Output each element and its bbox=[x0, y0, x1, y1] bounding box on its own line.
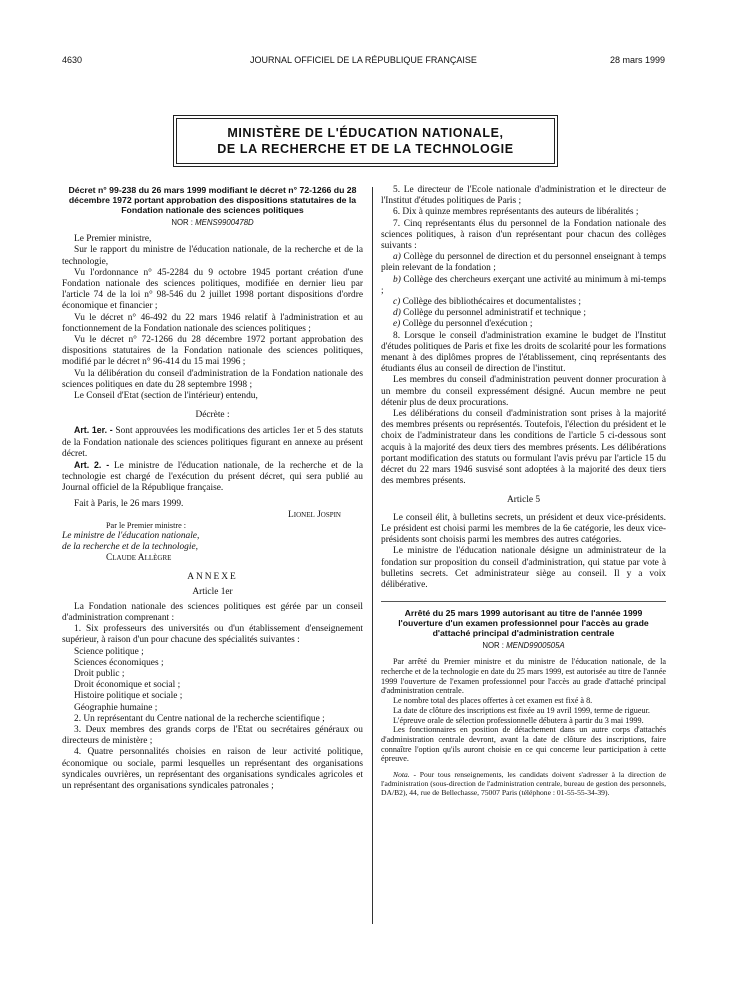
decret-nor-label: NOR : bbox=[171, 218, 193, 227]
specialite: Droit public ; bbox=[74, 669, 125, 680]
arrete-paragraph: La date de clôture des inscriptions est fixée au 19 avril 1999, terme de rigueur. bbox=[393, 705, 650, 715]
specialite: Science politique ; bbox=[74, 646, 144, 657]
annexe-item-1: 1. Six professeurs des universités ou d'un établissement d'enseignement supérieur, à raison d'un pour chacune des spécialités suivantes : bbox=[62, 624, 363, 646]
visa: Sur le rapport du ministre de l'éducation nationale, de la recherche et de la technologie, bbox=[62, 245, 363, 267]
annexe-heading: ANNEXE bbox=[187, 572, 238, 583]
journal-title: JOURNAL OFFICIEL DE LA RÉPUBLIQUE FRANÇAISE bbox=[250, 55, 477, 65]
college-text: Collège des bibliothécaires et documentalistes ; bbox=[402, 297, 581, 308]
specialite: Sciences économiques ; bbox=[74, 657, 164, 668]
article-1 bbox=[62, 425, 363, 460]
ministry-line-2: DE LA RECHERCHE ET DE LA TECHNOLOGIE bbox=[217, 142, 514, 156]
annexe-item-2: 2. Un représentant du Centre national de la recherche scientifique ; bbox=[74, 713, 325, 724]
arrete-paragraph: Les fonctionnaires en position de détachement dans un autre corps d'attachés d'administration centrale devront, avant la date de clôture des inscriptions, faire connaître l'option qu'ils auront choisie en ce qui concerne leur participation à cette épreuve. bbox=[381, 725, 666, 764]
page-header bbox=[62, 55, 665, 69]
arrete-paragraph: Par arrêté du Premier ministre et du ministre de l'éducation nationale, de la recherche et de la technologie en date du 25 mars 1999, est autorisée au titre de l'année 1999 l'ouverture de l'examen professionnel pour l'accès au grade d'attaché principal d'administration centrale. bbox=[381, 657, 666, 696]
signatory: Lionel Jospin bbox=[288, 509, 341, 520]
minister-name: Claude Allègre bbox=[106, 553, 172, 564]
par-premier-ministre: Par le Premier ministre : bbox=[106, 521, 187, 531]
specialite: Droit économique et social ; bbox=[74, 680, 181, 691]
visa: Vu le décret n° 46-492 du 22 mars 1946 relatif à l'administration et au fonctionnement de la Fondation nationale des sciences politiques ; bbox=[62, 312, 363, 334]
college-text: Collège du personnel administratif et technique ; bbox=[403, 308, 586, 319]
arrete-title: Arrêté du 25 mars 1999 autorisant au titre de l'année 1999 l'ouverture d'un examen professionnel pour l'accès au grade d'attaché principal d'administration centrale bbox=[398, 608, 649, 639]
section-separator bbox=[381, 601, 666, 602]
visa: Le Conseil d'Etat (section de l'intérieur) entendu, bbox=[74, 391, 258, 402]
article-2-label: Art. 2. - bbox=[74, 460, 110, 471]
college-letter: d) bbox=[393, 308, 401, 319]
college-item bbox=[381, 275, 666, 297]
visa: Vu le décret n° 72-1266 du 28 décembre 1972 portant approbation des dispositions statutaires de la Fondation nationale des sciences politiques, modifié par le décret n° 96-414 du 15 mai 1996 ; bbox=[62, 335, 363, 368]
nota-label: Nota. - bbox=[393, 770, 416, 780]
college-letter: a) bbox=[393, 252, 401, 263]
college-item bbox=[381, 252, 666, 274]
college-item bbox=[381, 319, 666, 330]
annexe-item-3: 3. Deux membres des grands corps de l'Etat ou secrétaires généraux ou directeurs de ministère ; bbox=[62, 725, 363, 747]
article-1-label: Art. 1er. - bbox=[74, 425, 113, 436]
annexe-item-6: 6. Dix à quinze membres représentants des auteurs de libéralités ; bbox=[393, 207, 639, 218]
nota bbox=[381, 770, 666, 797]
decret-nor-code: MENS9900478D bbox=[195, 218, 254, 227]
article-1-heading: Article 1er bbox=[192, 586, 233, 597]
article-5-paragraph-2: Le ministre de l'éducation nationale désigne un administrateur de la fondation sur proposition du conseil d'administration, qui statue par vote à bulletins secrets. Cet administrateur siège au conseil. Il y a voix délibérative. bbox=[381, 546, 666, 590]
procuration-paragraph: Les membres du conseil d'administration peuvent donner procuration à un membre du conseil expressément désigné. Aucun membre ne peut détenir plus de deux procurations. bbox=[381, 375, 666, 408]
decrete: Décrète : bbox=[195, 410, 230, 421]
decret-intro: Le Premier ministre, bbox=[74, 234, 152, 245]
college-item bbox=[381, 308, 666, 319]
column-divider bbox=[372, 187, 373, 924]
decret-nor bbox=[62, 217, 363, 228]
arrete-paragraph: L'épreuve orale de sélection professionnelle débutera à partir du 3 mai 1999. bbox=[393, 715, 644, 725]
publication-date: 28 mars 1999 bbox=[609, 55, 665, 65]
article-5-heading: Article 5 bbox=[506, 495, 541, 506]
decret-title: Décret n° 99-238 du 26 mars 1999 modifiant le décret n° 72-1266 du 28 décembre 1972 portant approbation des dispositions statutaires de la Fondation nationale des sciences politiques bbox=[68, 185, 357, 215]
college-letter: b) bbox=[393, 274, 401, 285]
minister-line-1: Le ministre de l'éducation nationale, bbox=[62, 530, 200, 541]
fait-a-paris: Fait à Paris, le 26 mars 1999. bbox=[74, 498, 184, 509]
arrete-paragraph: Le nombre total des places offertes à cet examen est fixé à 8. bbox=[393, 696, 593, 706]
article-2-text: Le ministre de l'éducation nationale, de la recherche et de la technologie est chargé de l'exécution du présent décret, qui sera publié au Journal officiel de la République française. bbox=[62, 461, 364, 494]
annexe-intro: La Fondation nationale des sciences politiques est gérée par un conseil d'administration comprenant : bbox=[62, 601, 363, 623]
annexe-item-7: 7. Cinq représentants élus du personnel de la Fondation nationale des sciences politiques, à raison d'un représentant pour chacun des collèges suivants : bbox=[381, 218, 666, 252]
visa: Vu la délibération du conseil d'administration de la Fondation nationale des sciences politiques en date du 28 septembre 1998 ; bbox=[62, 368, 363, 390]
visa: Vu l'ordonnance n° 45-2284 du 9 octobre 1945 portant création d'une Fondation nationale des sciences politiques, modifiée en dernier lieu par l'article 74 de la loi n° 98-546 du 2 juillet 1998 portant dispositions d'ordre économique et financier ; bbox=[62, 267, 363, 312]
arrete-nor-code: MEND9900505A bbox=[506, 641, 565, 651]
college-text: Collège du personnel d'exécution ; bbox=[402, 319, 533, 330]
college-text: Collège du personnel de direction et du personnel enseignant à temps plein relevant de la fondation ; bbox=[381, 252, 667, 274]
college-item bbox=[381, 297, 666, 308]
arrete-nor-label: NOR : bbox=[482, 641, 504, 651]
article-1-text: Sont approuvées les modifications des articles 1er et 5 des statuts de la Fondation nationale des sciences politiques figurant en annexe au présent décret. bbox=[62, 426, 364, 459]
specialite: Histoire politique et sociale ; bbox=[74, 691, 183, 702]
article-5-paragraph-1: Le conseil élit, à bulletins secrets, un président et deux vice-présidents. Le président est choisi parmi les membres de la 6e catégorie, les deux vice-présidents sont choisis parmi les membres des autres catégories. bbox=[381, 512, 666, 546]
nota-text: Pour tous renseignements, les candidats doivent s'adresser à la direction de l'administration (sous-direction de l'administration centrale, bureau de gestion des personnels, DA/B2), 44, rue de Bellechasse, 75007 Paris (téléphone : 01-55-55-34-39). bbox=[381, 770, 666, 798]
college-letter: e) bbox=[393, 319, 401, 330]
article-2 bbox=[62, 460, 363, 495]
page-number: 4630 bbox=[62, 55, 83, 65]
deliberations-paragraph: Les délibérations du conseil d'administration sont prises à la majorité des membres présents ou représentés. Toutefois, l'élection du président et le choix de l'administrateur dans les conditions de l'article 5 ci-dessous sont acquis à la majorité des deux tiers des membres présents. Les délibérations portant modification des statuts ou formulant l'avis prévu par l'article 15 du décret du 22 mars 1946 susvisé sont adoptées à la majorité des deux tiers des membres présents. bbox=[381, 409, 666, 487]
annexe-item-4: 4. Quatre personnalités choisies en raison de leur activité politique, économique ou sociale, parmi lesquelles un représentant des organisations syndicales ouvrières, un représentant des organisations syndicales agricoles et un représentant des organisations syndicales patronales ; bbox=[62, 747, 363, 792]
ministry-box bbox=[176, 118, 555, 164]
arrete-nor bbox=[381, 640, 666, 651]
minister-line-2: de la recherche et de la technologie, bbox=[62, 541, 198, 552]
right-column bbox=[381, 185, 666, 797]
left-column bbox=[62, 185, 363, 792]
specialite: Géographie humaine ; bbox=[74, 702, 158, 713]
ministry-line-1: MINISTÈRE DE L'ÉDUCATION NATIONALE, bbox=[227, 126, 504, 140]
college-text: Collège des chercheurs exerçant une activité au minimum à mi-temps ; bbox=[381, 274, 667, 296]
arrete-body bbox=[381, 657, 666, 797]
college-letter: c) bbox=[393, 297, 401, 308]
annexe-item-8: 8. Lorsque le conseil d'administration examine le budget de l'Institut d'études politiques de Paris et fixe les droits de scolarité pour les formations menant à des diplômes propres de l'établissement, cinq représentants des étudiants élus au conseil de direction de l'institut. bbox=[381, 330, 666, 375]
annexe-item-5: 5. Le directeur de l'Ecole nationale d'administration et le directeur de l'Institut d'études politiques de Paris ; bbox=[381, 185, 666, 207]
